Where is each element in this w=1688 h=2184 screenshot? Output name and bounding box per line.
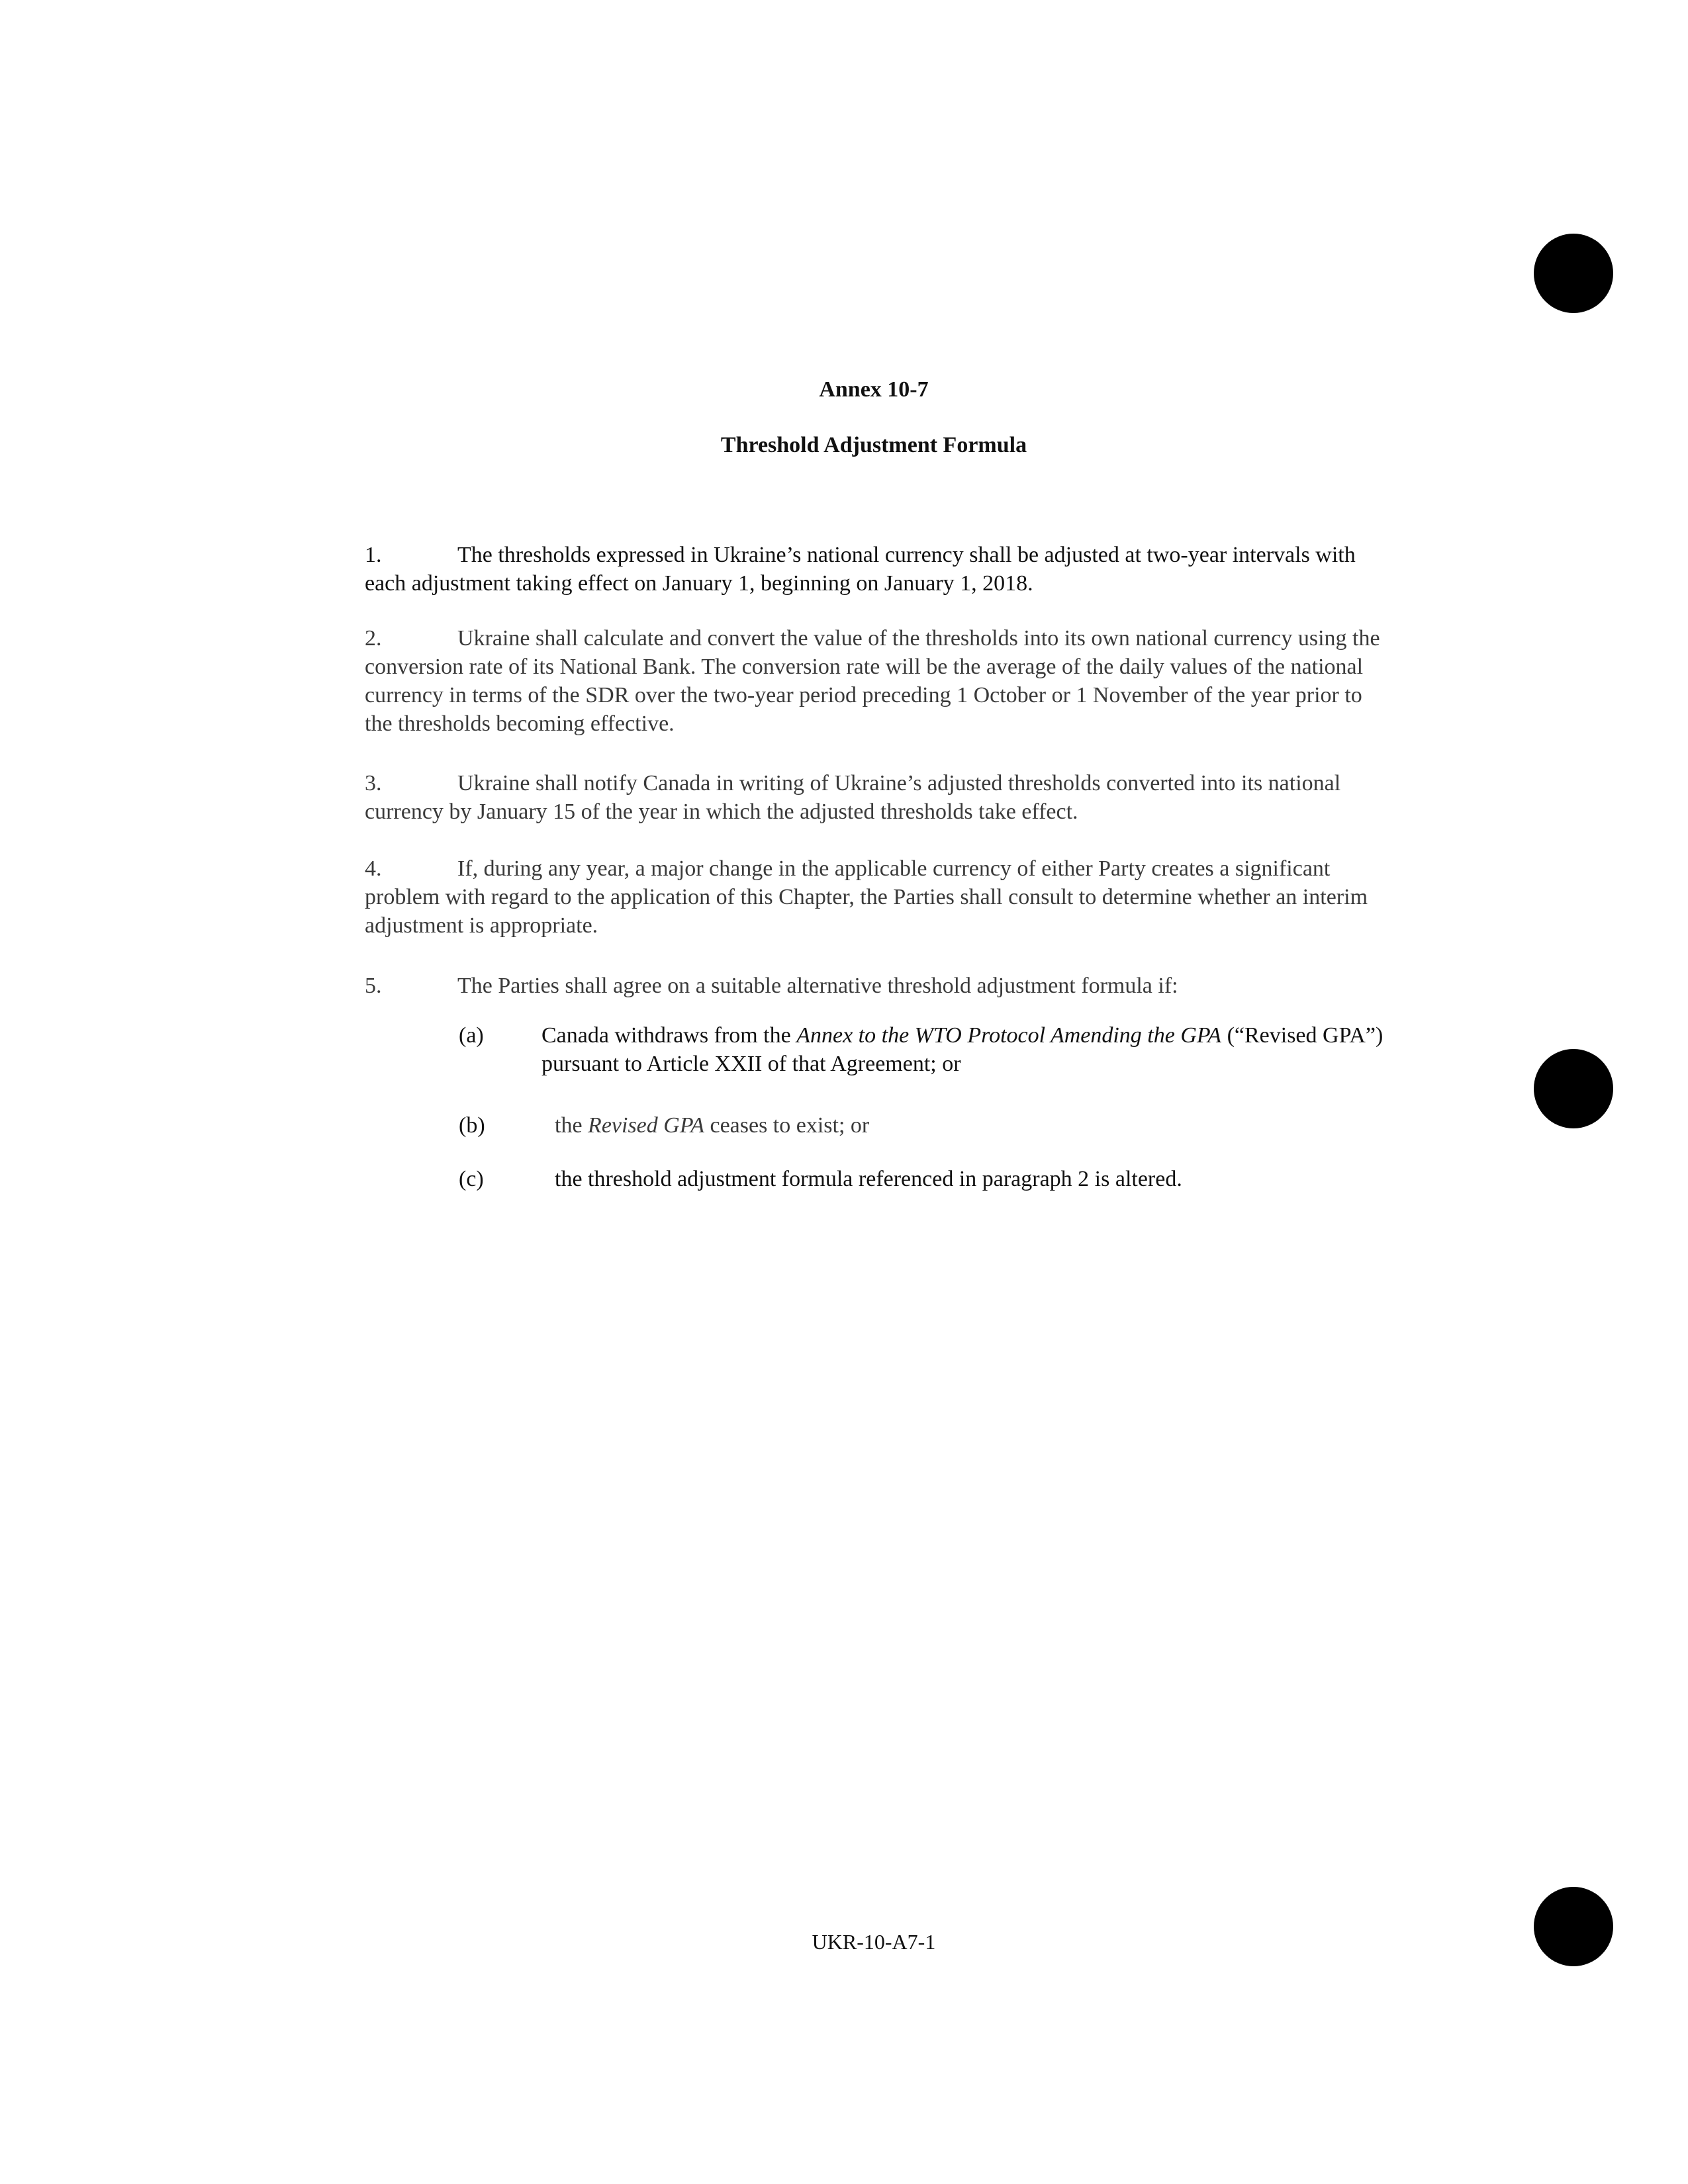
subparagraph-text xyxy=(555,1111,1385,1140)
paragraph-text: Ukraine shall notify Canada in writing of Ukraine’s adjusted thresholds converted into its national currency by January 15 of the year in which the adjusted thresholds take effect. xyxy=(365,771,1341,824)
paragraph-number: 1. xyxy=(365,543,382,567)
subparagraph-a xyxy=(459,1021,1385,1078)
subparagraph-text-start: the xyxy=(555,1113,588,1138)
subparagraph-text-end: (“Revised GPA”) pursuant to Article XXII of that Agreement; or xyxy=(541,1023,1383,1076)
subparagraph-label: (b) xyxy=(459,1113,485,1138)
subparagraph-text: the threshold adjustment formula referenced in paragraph 2 is altered. xyxy=(555,1167,1182,1191)
paragraph-number: 2. xyxy=(365,626,382,651)
subparagraph-label: (c) xyxy=(459,1167,484,1191)
punch-hole-middle xyxy=(1534,1049,1613,1128)
section-title: Threshold Adjustment Formula xyxy=(720,433,1027,457)
paragraph-text: Ukraine shall calculate and convert the value of the thresholds into its own national currency using the conversion rate of its National Bank. The conversion rate will be the average of the daily values of the national currency in terms of the SDR over the two-year period preceding 1 October or 1 November of the year prior to the thresholds becoming effective. xyxy=(365,626,1380,736)
subparagraph-b xyxy=(459,1111,1385,1140)
paragraph-text: The thresholds expressed in Ukraine’s national currency shall be adjusted at two-year intervals with each adjustment taking effect on January 1, beginning on January 1, 2018. xyxy=(365,543,1356,596)
subparagraph-label: (a) xyxy=(459,1023,484,1048)
agreement-title-italic: Revised GPA xyxy=(588,1113,704,1138)
subparagraph-c xyxy=(459,1165,1385,1193)
paragraph-number: 3. xyxy=(365,771,382,796)
subparagraph-text xyxy=(541,1021,1385,1078)
paragraph-number: 5. xyxy=(365,974,382,998)
page-footer-code: UKR-10-A7-1 xyxy=(812,1930,936,1954)
paragraph-text: If, during any year, a major change in the applicable currency of either Party creates a significant problem with regard to the application of this Chapter, the Parties shall consult to determine whether an interim adjustment is appropriate. xyxy=(365,856,1368,938)
paragraph-1 xyxy=(365,541,1384,598)
agreement-title-italic: Annex to the WTO Protocol Amending the GPA xyxy=(796,1023,1222,1048)
annex-title: Annex 10-7 xyxy=(819,377,929,402)
punch-hole-top xyxy=(1534,234,1613,313)
paragraph-4 xyxy=(365,854,1384,940)
paragraph-text: The Parties shall agree on a suitable alternative threshold adjustment formula if: xyxy=(457,974,1178,998)
subparagraph-text-end: ceases to exist; or xyxy=(704,1113,870,1138)
paragraph-2 xyxy=(365,624,1384,738)
subparagraph-text-start: Canada withdraws from the xyxy=(541,1023,797,1048)
paragraph-number: 4. xyxy=(365,856,382,881)
paragraph-5 xyxy=(365,972,1384,1000)
paragraph-3 xyxy=(365,769,1384,826)
